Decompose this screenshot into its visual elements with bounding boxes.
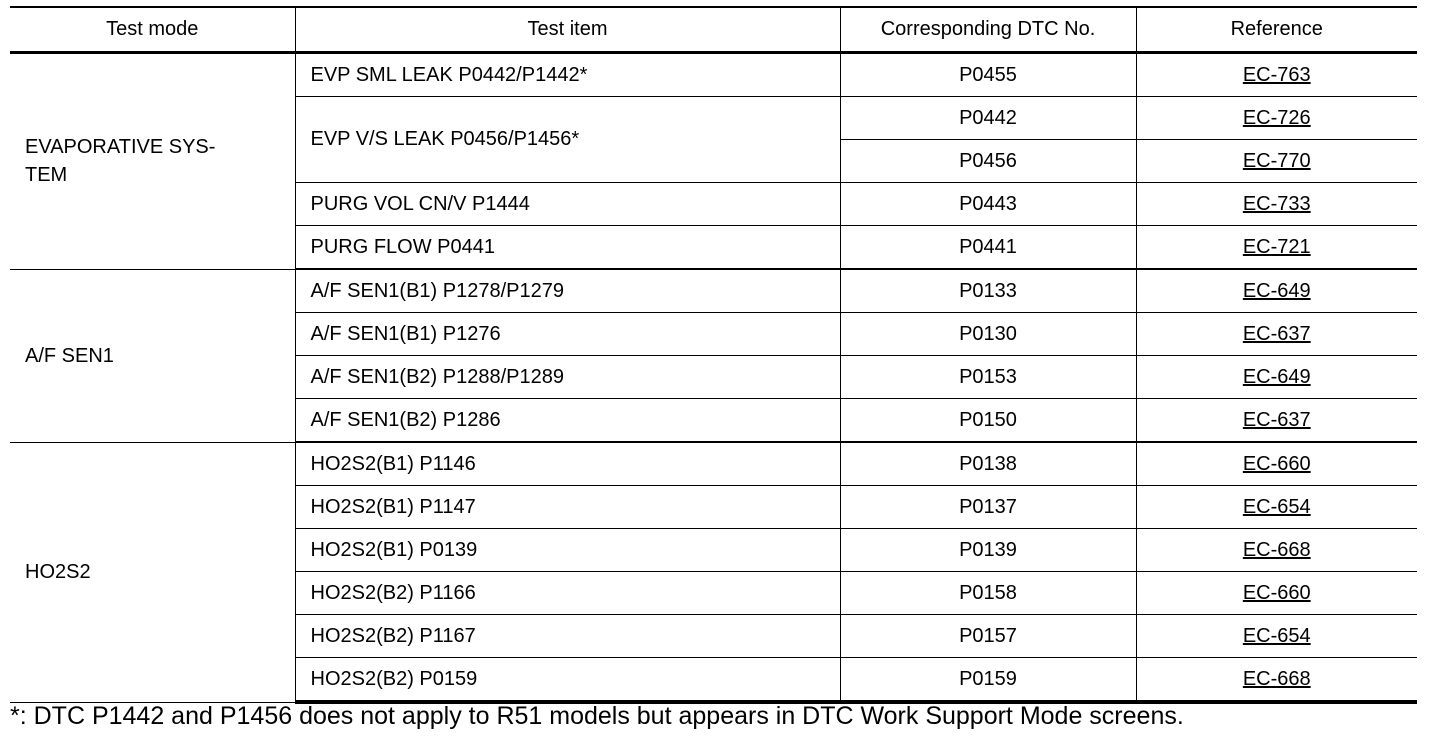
reference-cell (1136, 53, 1417, 97)
test-item-cell: PURG VOL CN/V P1444 (295, 183, 840, 226)
reference-cell (1136, 442, 1417, 486)
reference-cell (1136, 615, 1417, 658)
reference-link[interactable]: EC-721 (1242, 235, 1311, 258)
test-mode-cell: EVAPORATIVE SYS- TEM (10, 53, 295, 270)
dtc-number-cell: P0133 (840, 269, 1136, 313)
test-item-cell: EVP V/S LEAK P0456/P1456* (295, 97, 840, 183)
dtc-number-cell: P0456 (840, 140, 1136, 183)
header-dtc-no: Corresponding DTC No. (840, 7, 1136, 53)
test-item-cell: A/F SEN1(B2) P1286 (295, 399, 840, 443)
reference-cell (1136, 183, 1417, 226)
reference-link[interactable]: EC-649 (1242, 279, 1311, 302)
reference-cell (1136, 658, 1417, 703)
reference-link[interactable]: EC-668 (1242, 667, 1311, 690)
test-item-cell: EVP SML LEAK P0442/P1442* (295, 53, 840, 97)
dtc-number-cell: P0159 (840, 658, 1136, 703)
reference-link[interactable]: EC-733 (1242, 192, 1311, 215)
reference-cell (1136, 572, 1417, 615)
reference-link[interactable]: EC-660 (1242, 581, 1311, 604)
reference-cell (1136, 269, 1417, 313)
dtc-number-cell: P0139 (840, 529, 1136, 572)
header-test-item: Test item (295, 7, 840, 53)
dtc-number-cell: P0157 (840, 615, 1136, 658)
reference-link[interactable]: EC-726 (1242, 106, 1311, 129)
reference-cell (1136, 356, 1417, 399)
dtc-number-cell: P0441 (840, 226, 1136, 270)
reference-link[interactable]: EC-637 (1242, 322, 1311, 345)
test-item-cell: A/F SEN1(B1) P1278/P1279 (295, 269, 840, 313)
dtc-number-cell: P0442 (840, 97, 1136, 140)
reference-link[interactable]: EC-654 (1242, 624, 1311, 647)
reference-link[interactable]: EC-770 (1242, 149, 1311, 172)
table-row (10, 269, 1417, 313)
test-item-cell: PURG FLOW P0441 (295, 226, 840, 270)
dtc-number-cell: P0130 (840, 313, 1136, 356)
reference-link[interactable]: EC-637 (1242, 408, 1311, 431)
reference-cell (1136, 486, 1417, 529)
reference-cell (1136, 399, 1417, 443)
dtc-table (10, 6, 1417, 704)
reference-link[interactable]: EC-649 (1242, 365, 1311, 388)
test-item-cell: HO2S2(B2) P1167 (295, 615, 840, 658)
reference-cell (1136, 97, 1417, 140)
reference-cell (1136, 140, 1417, 183)
header-reference: Reference (1136, 7, 1417, 53)
test-item-cell: A/F SEN1(B1) P1276 (295, 313, 840, 356)
reference-link[interactable]: EC-660 (1242, 452, 1311, 475)
header-row (10, 7, 1417, 53)
header-test-mode: Test mode (10, 7, 295, 53)
footnote: *: DTC P1442 and P1456 does not apply to R51 models but appears in DTC Work Support Mode screens. (10, 702, 1184, 730)
reference-cell (1136, 313, 1417, 356)
reference-cell (1136, 226, 1417, 270)
dtc-number-cell: P0153 (840, 356, 1136, 399)
dtc-number-cell: P0138 (840, 442, 1136, 486)
table-row (10, 442, 1417, 486)
test-item-cell: HO2S2(B2) P0159 (295, 658, 840, 703)
reference-link[interactable]: EC-763 (1242, 63, 1311, 86)
dtc-number-cell: P0137 (840, 486, 1136, 529)
test-item-cell: HO2S2(B2) P1166 (295, 572, 840, 615)
table-row (10, 53, 1417, 97)
dtc-number-cell: P0158 (840, 572, 1136, 615)
test-mode-cell: A/F SEN1 (10, 269, 295, 442)
dtc-number-cell: P0150 (840, 399, 1136, 443)
test-item-cell: HO2S2(B1) P0139 (295, 529, 840, 572)
reference-cell (1136, 529, 1417, 572)
test-mode-cell: HO2S2 (10, 442, 295, 702)
reference-link[interactable]: EC-654 (1242, 495, 1311, 518)
table-body (10, 53, 1417, 703)
dtc-number-cell: P0455 (840, 53, 1136, 97)
test-item-cell: HO2S2(B1) P1147 (295, 486, 840, 529)
dtc-number-cell: P0443 (840, 183, 1136, 226)
test-item-cell: HO2S2(B1) P1146 (295, 442, 840, 486)
test-item-cell: A/F SEN1(B2) P1288/P1289 (295, 356, 840, 399)
reference-link[interactable]: EC-668 (1242, 538, 1311, 561)
